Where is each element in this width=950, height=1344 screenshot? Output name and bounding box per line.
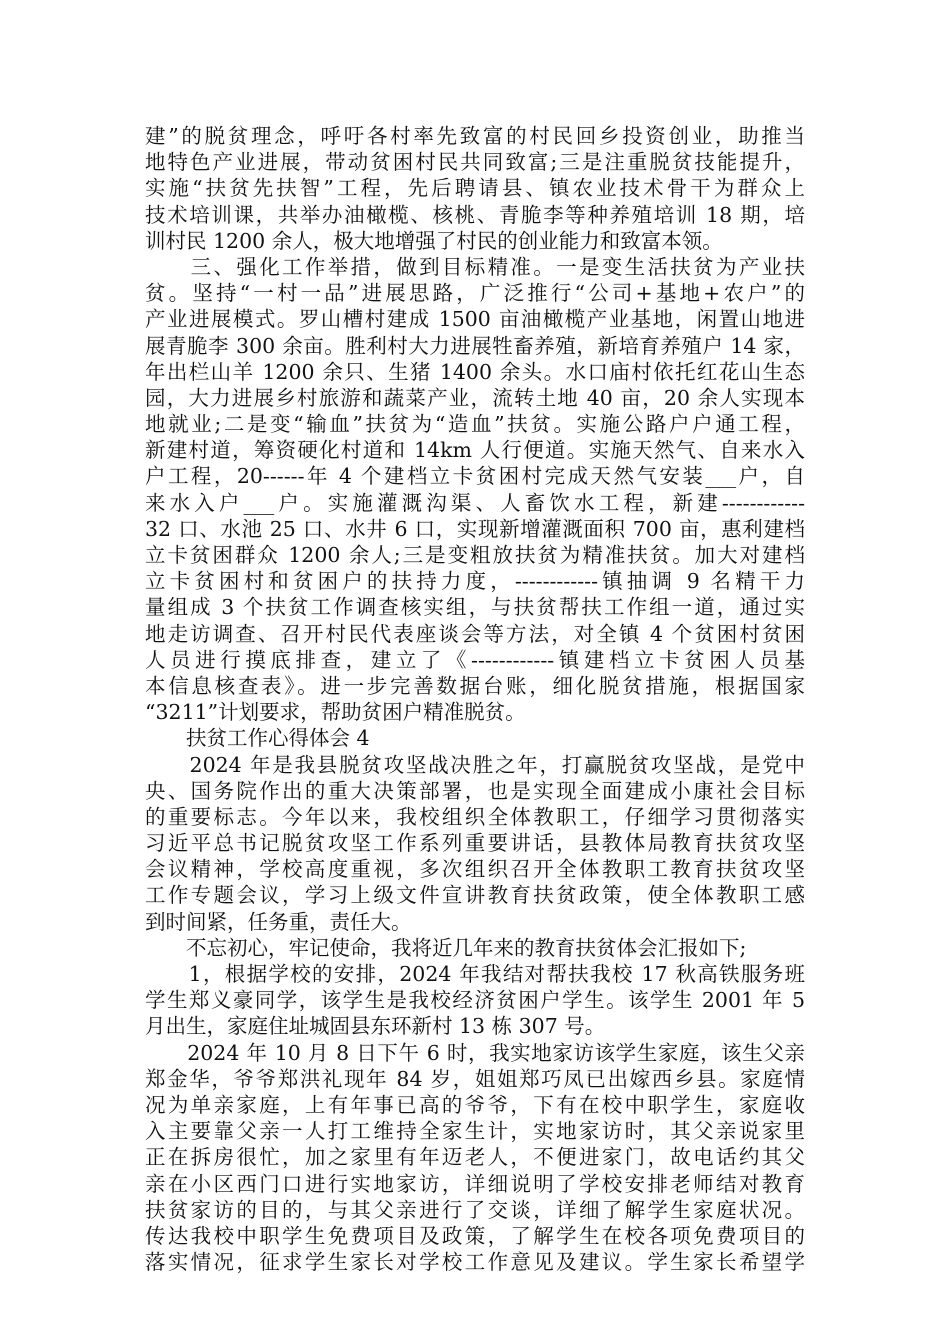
text-line: 产业进展模式。罗山槽村建成 1500 亩油橄榄产业基地，闲置山地进: [145, 307, 805, 332]
text-line: 到时间紧，任务重，责任大。: [145, 909, 412, 934]
text-line: 扶贫工作心得体会 4: [145, 726, 370, 751]
text-line: 地走访调查、召开村民代表座谈会等方法，对全镇 4 个贫困村贫困: [145, 621, 805, 646]
text-line: 32 口、水池 25 口、水井 6 口，实现新增灌溉面积 700 亩，惠利建档: [145, 516, 805, 541]
text-line: 会议精神，学校高度重视，多次组织召开全体教职工教育扶贫攻坚: [145, 857, 805, 882]
text-line: 建”的脱贫理念，呼吁各村率先致富的村民回乡投资创业，助推当: [145, 124, 805, 148]
text-line: 月出生，家庭住址城固县东环新村 13 栋 307 号。: [145, 1014, 606, 1039]
text-line: 人员进行摸底排查，建立了《------------镇建档立卡贫困人员基: [145, 647, 805, 672]
text-line: 传达我校中职学生免费项目及政策，了解学生在校各项免费项目的: [145, 1223, 805, 1248]
text-line: 况为单亲家庭，上有年事已高的爷爷，下有在校中职学生，家庭收: [145, 1092, 805, 1117]
body-text: [145, 123, 805, 1275]
text-line: 习近平总书记脱贫攻坚工作系列重要讲话，县教体局教育扶贫攻坚: [145, 831, 805, 856]
text-line: 地特色产业进展，带动贫困村民共同致富;三是注重脱贫技能提升，: [145, 150, 805, 175]
text-line: 地就业;二是变“输血”扶贫为“造血”扶贫。实施公路户户通工程，: [145, 412, 805, 437]
text-line: 实施“扶贫先扶智”工程，先后聘请县、镇农业技术骨干为群众上: [145, 176, 805, 201]
text-line: 贫。坚持“一村一品”进展思路，广泛推行“公司+基地+农户”的: [145, 281, 805, 306]
text-line: 户工程，20------年 4 个建档立卡贫困村完成天然气安装___户，自: [145, 464, 805, 489]
text-line: 入主要靠父亲一人打工维持全家生计，实地家访时，其父亲说家里: [145, 1119, 805, 1144]
text-line: 不忘初心，牢记使命，我将近几年来的教育扶贫体会汇报如下;: [145, 935, 747, 960]
text-line: 立卡贫困村和贫困户的扶持力度，------------镇抽调 9 名精干力: [145, 569, 805, 594]
text-line: 训村民 1200 余人，极大地增强了村民的创业能力和致富本领。: [145, 228, 723, 253]
text-line: 落实情况，征求学生家长对学校工作意见及建议。学生家长希望学: [145, 1250, 805, 1275]
text-line: 亲在小区西门口进行实地家访，详细说明了学校安排老师结对教育: [145, 1171, 805, 1196]
text-line: 2024 年是我县脱贫攻坚战决胜之年，打赢脱贫攻坚战，是党中: [145, 752, 805, 777]
text-line: 立卡贫困群众 1200 余人;三是变粗放扶贫为精准扶贫。加大对建档: [145, 543, 805, 567]
text-line: 学生郑义豪同学，该学生是我校经济贫困户学生。该学生 2001 年 5: [145, 988, 805, 1013]
text-line: 园，大力进展乡村旅游和蔬菜产业，流转土地 40 亩，20 余人实现本: [145, 385, 805, 410]
text-line: 量组成 3 个扶贫工作调查核实组，与扶贫帮扶工作组一道，通过实: [145, 595, 805, 620]
text-line: 展青脆李 300 余亩。胜利村大力进展牲畜养殖，新培育养殖户 14 家，: [145, 333, 805, 358]
text-line: 正在拆房很忙，加之家里有年迈老人，不便进家门，故电话约其父: [145, 1145, 805, 1170]
text-line: 扶贫家访的目的，与其父亲进行了交谈，详细了解学生家庭状况。: [145, 1197, 805, 1222]
text-line: 来水入户___户。实施灌溉沟渠、人畜饮水工程，新建------------: [145, 490, 805, 515]
text-line: 的重要标志。今年以来，我校组织全体教职工，仔细学习贯彻落实: [145, 804, 805, 829]
text-line: 三、强化工作举措，做到目标精准。一是变生活扶贫为产业扶: [145, 254, 805, 279]
text-line: 技术培训课，共举办油橄榄、核桃、青脆李等种养殖培训 18 期，培: [145, 202, 805, 227]
text-line: 本信息核查表》。进一步完善数据台账，细化脱贫措施，根据国家: [145, 673, 805, 698]
text-line: 年出栏山羊 1200 余只、生猪 1400 余头。水口庙村依托红花山生态: [145, 359, 805, 384]
text-line: 1，根据学校的安排，2024 年我结对帮扶我校 17 秋高铁服务班: [145, 962, 805, 986]
text-line: 央、国务院作出的重大决策部署，也是实现全面建成小康社会目标: [145, 778, 805, 803]
text-line: 2024 年 10 月 8 日下午 6 时，我实地家访该学生家庭，该生父亲: [145, 1040, 805, 1065]
text-line: 新建村道，筹资硬化村道和 14km 人行便道。实施天然气、自来水入: [145, 438, 805, 463]
text-line: 工作专题会议，学习上级文件宣讲教育扶贫政策，使全体教职工感: [145, 883, 805, 908]
text-line: 郑金华，爷爷郑洪礼现年 84 岁，姐姐郑巧凤已出嫁西乡县。家庭情: [145, 1066, 805, 1091]
text-line: “3211”计划要求，帮助贫困户精准脱贫。: [145, 700, 526, 725]
